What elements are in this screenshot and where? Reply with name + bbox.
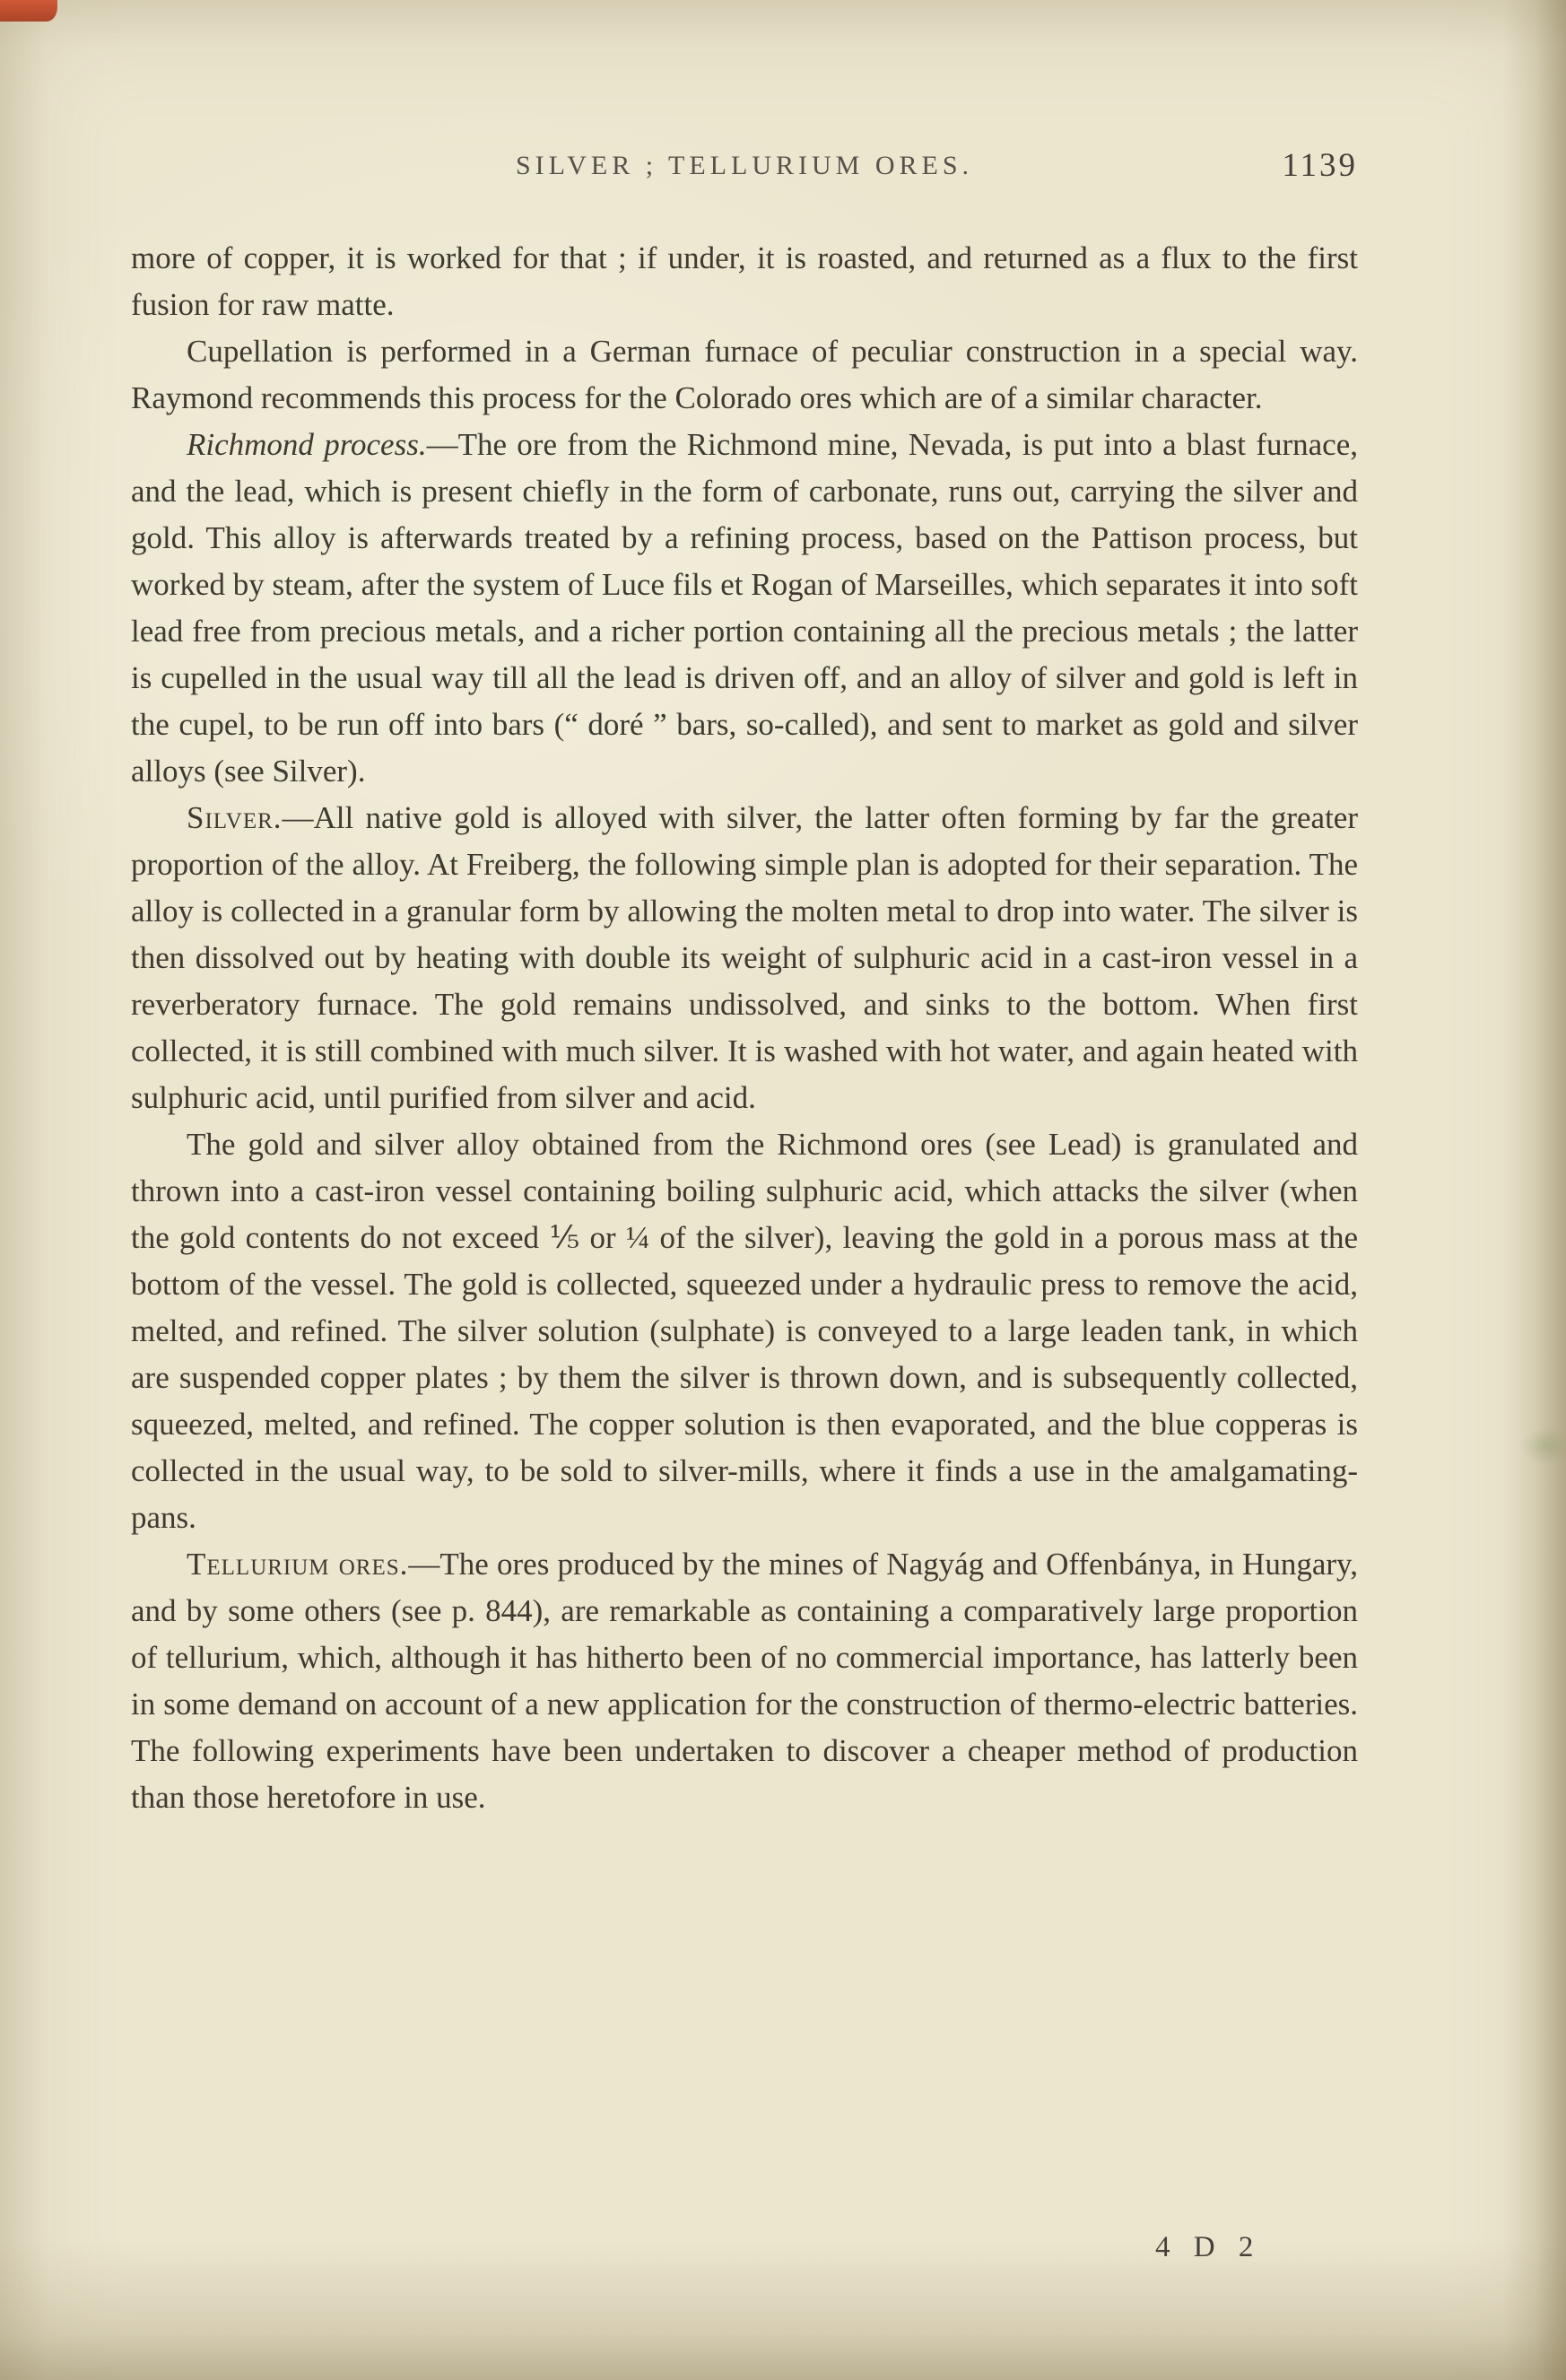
paragraph-copper-flux: [131, 235, 1358, 328]
red-ink-scan-artifact: [0, 0, 57, 22]
paragraph-text: —All native gold is alloyed with silver, the latter often forming by far the greater proportion of the alloy. At Freiberg, the following simple plan is adopted for their separation. The alloy is collected in a granular form by allowing the molten metal to drop into water. The silver is then dissolved out by heating with double its weight of sulphuric acid in a cast-iron vessel in a reverberatory furnace. The gold remains undissolved, and sinks to the bottom. When first collected, it is still combined with much silver. It is washed with hot water, and again heated with sulphuric acid, until purified from silver and acid.: [131, 800, 1358, 1115]
paragraph-richmond-alloy: [131, 1121, 1358, 1541]
text-body: [131, 235, 1358, 1821]
paragraph-cupellation: [131, 328, 1358, 422]
paragraph-text: more of copper, it is worked for that ; if under, it is roasted, and returned as a flux to the first fusion for raw matte.: [131, 240, 1358, 322]
page-number: 1139: [1282, 147, 1358, 184]
paragraph-lead: Tellurium ores.: [187, 1547, 409, 1582]
paragraph-lead: Richmond process.: [187, 427, 427, 462]
paragraph-text: The gold and silver alloy obtained from the Richmond ores (see Lead) is granulated and thrown into a cast-iron vessel containing boiling sulphuric acid, which attacks the silver (when the gold contents do not exceed ⅕ or ¼ of the silver), leaving the gold in a porous mass at the bottom of the vessel. The gold is collected, squeezed under a hydraulic press to remove the acid, melted, and refined. The silver solution (sulphate) is conveyed to a large leaden tank, in which are suspended copper plates ; by them the silver is thrown down, and is subsequently collected, squeezed, melted, and refined. The copper solution is then evaporated, and the blue copperas is collected in the usual way, to be sold to silver-mills, where it finds a use in the amalgamating-pans.: [131, 1127, 1358, 1535]
page-edge-shadow-right: [1536, 0, 1566, 2380]
paragraph-tellurium-ores: [131, 1541, 1358, 1821]
paragraph-text: —The ores produced by the mines of Nagyág and Offenbánya, in Hungary, and by some others (see p. 844), are remarkable as containing a comparatively large proportion of tellurium, which, although it has hitherto been of no commercial importance, has latterly been in some demand on account of a new application for the construction of thermo-electric batteries. The following experiments have been undertaken to discover a cheaper method of production than those heretofore in use.: [131, 1547, 1358, 1815]
paragraph-lead: Silver.: [187, 800, 283, 835]
paragraph-text: Cupellation is performed in a German furnace of peculiar construction in a special way. Raymond recommends this process for the Colorado ores which are of a similar character.: [131, 334, 1358, 415]
paragraph-silver: [131, 795, 1358, 1121]
signature-mark: 4 D 2: [1155, 2231, 1262, 2263]
running-title: SILVER ; TELLURIUM ORES.: [515, 151, 974, 180]
paragraph-richmond-process: [131, 422, 1358, 795]
paragraph-text: —The ore from the Richmond mine, Nevada, is put into a blast furnace, and the lead, which is present chiefly in the form of carbonate, runs out, carrying the silver and gold. This alloy is afterwards treated by a refining process, based on the Pattison process, but worked by steam, after the system of Luce fils et Rogan of Marseilles, which separates it into soft lead free from precious metals, and a richer portion containing all the precious metals ; the latter is cupelled in the usual way till all the lead is driven off, and an alloy of silver and gold is left in the cupel, to be run off into bars (“ doré ” bars, so-called), and sent to market as gold and silver alloys (see Silver).: [131, 427, 1358, 789]
page-header: [131, 147, 1358, 196]
page-edge-shadow-bottom: [0, 2333, 1566, 2380]
